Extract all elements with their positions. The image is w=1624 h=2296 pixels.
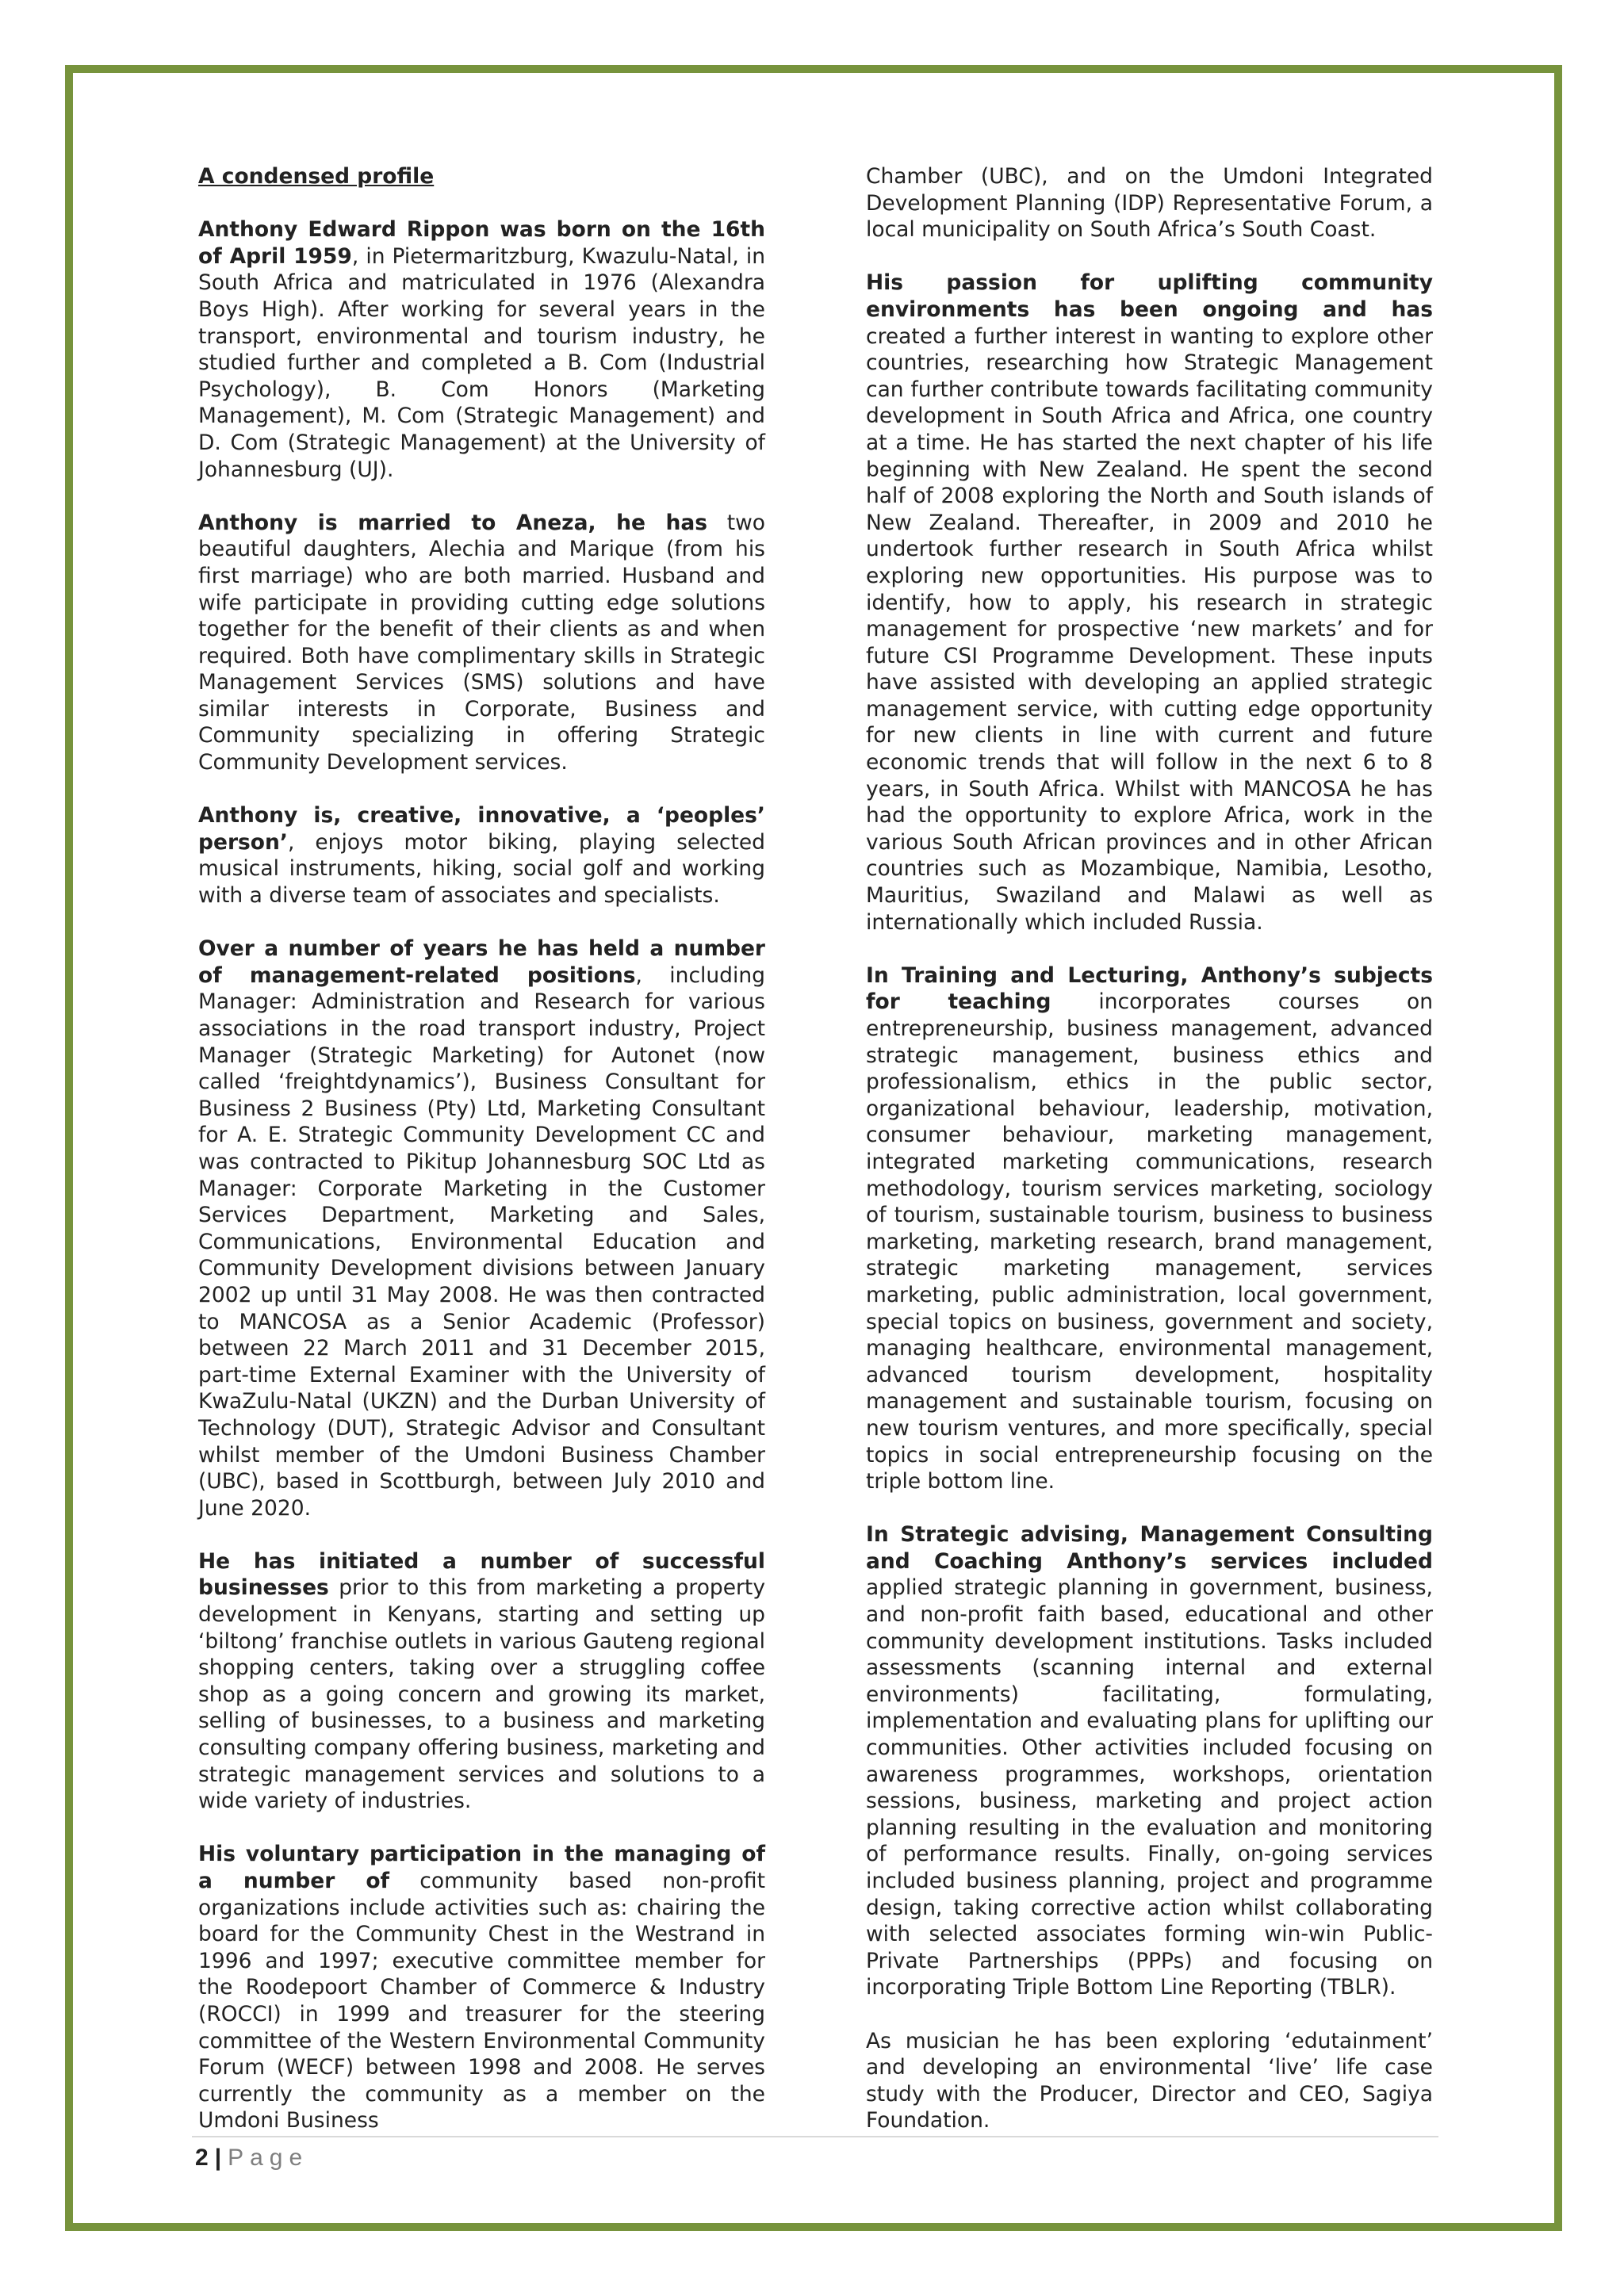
page-label: Page <box>228 2145 309 2171</box>
paragraph-body: community based non-profit organizations include activities such as: chairing the board for the Community Chest in the Westrand in 1996 and 1997; executive committee member for the Roodepoort Chamber of Commerce & Industry (ROCCI) in 1999 and treasurer for the steering committee of the Western Environmental Community Forum (WECF) between 1998 and 2008. He serves currently the community as a member on the Umdoni Business <box>198 1869 765 2133</box>
paragraph-body: incorporates courses on entrepreneurship, business management, advanced strategic management, business ethics and professionalism, ethics in the public sector, organizational behaviour, leadership, motivation, consumer behaviour, marketing management, integrated marketing communications, research methodology, tourism services marketing, sociology of tourism, sustainable tourism, business to business marketing, marketing research, brand management, strategic marketing management, services marketing, public administration, local government, special topics on business, government and society, managing healthcare, environmental management, advanced tourism development, hospitality management and sustainable tourism, focusing on new tourism ventures, and more specifically, special topics in social entrepreneurship focusing on the triple bottom line. <box>866 989 1433 1494</box>
paragraph-lead: He has initiated a number of successful businesses <box>198 1548 765 1601</box>
paragraph-businesses <box>198 1548 765 1815</box>
paragraph-body: two beautiful daughters, Alechia and Marique (from his first marriage) who are both married. Husband and wife participate in providing cutting edge solutions together for the benefit of their clients as and when required. Both have complimentary skills in Strategic Management Services (SMS) solutions and have similar interests in Corporate, Business and Community specializing in offering Strategic Community Development services. <box>198 510 766 775</box>
section-heading: A condensed profile <box>198 164 435 189</box>
paragraph-family <box>198 510 765 776</box>
paragraph-body: , in Pietermaritzburg, Kwazulu-Natal, in South Africa and matriculated in 1976 (Alexandra Boys High). After working for several years in the transport, environmental and tourism industry, he studied further and completed a B. Com (Industrial Psychology), B. Com Honors (Marketing Management), M. Com (Strategic Management) and D. Com (Strategic Management) at the University of Johannesburg (UJ). <box>198 243 766 482</box>
paragraph-musician <box>866 2028 1433 2134</box>
paragraph-body: , including Manager: Administration and Research for various associations in the road transport industry, Project Manager (Strategic Marketing) for Autonet (now called ‘freightdynamics’), Business Consultant for Business 2 Business (Pty) Ltd, Marketing Consultant for A. E. Strategic Community Development CC and was contracted to Pikitup Johannesburg SOC Ltd as Manager: Corporate Marketing in the Customer Services Department, Marketing and Sales, Communications, Environmental Education and Community Development divisions between January 2002 up until 31 May 2008. He was then contracted to MANCOSA as a Senior Academic (Professor) between 22 March 2011 and 31 December 2015, part-time External Examiner with the University of KwaZulu-Natal (UKZN) and the Durban University of Technology (DUT), Strategic Advisor and Consultant whilst member of the Umdoni Business Chamber (UBC), based in Scottburgh, between July 2010 and June 2020. <box>198 962 765 1521</box>
paragraph-body: , enjoys motor biking, playing selected musical instruments, hiking, social golf and working with a diverse team of associates and specialists. <box>198 829 765 909</box>
paragraph-lead: His passion for uplifting community environments has been ongoing and has <box>866 270 1433 322</box>
paragraph-lead: Anthony Edward Rippon was born on the 16th of April 1959 <box>198 217 765 269</box>
paragraph-lead: Over a number of years he has held a number of management-related positions <box>198 936 765 988</box>
paragraph-lead: His voluntary participation in the managing of a number of <box>198 1842 765 1893</box>
page-footer <box>195 2144 308 2172</box>
paragraph-consulting <box>866 1521 1433 2001</box>
paragraph-teaching <box>866 962 1433 1495</box>
paragraph-personality <box>198 802 765 909</box>
paragraph-body: As musician he has been exploring ‘edutainment’ and developing an environmental ‘live’ life case study with the Producer, Director and CEO, Sagiya Foundation. <box>866 2028 1433 2133</box>
paragraph-body: applied strategic planning in government, business, and non-profit faith based, educational and other community development institutions. Tasks included assessments (scanning internal and external environments) facilitating, formulating, implementation and evaluating plans for uplifting our communities. Other activities included focusing on awareness programmes, workshops, orientation sessions, business, marketing and project action planning resulting in the evaluation and monitoring of performance results. Finally, on-going services included business planning, project and programme design, taking corrective action whilst collaborating with selected associates forming win-win Public-Private Partnerships (PPPs) and focusing on incorporating Triple Bottom Line Reporting (TBLR). <box>866 1575 1433 2000</box>
paragraph-continuation <box>866 163 1433 243</box>
footer-divider <box>192 2136 1438 2137</box>
paragraph-lead: Anthony is, creative, innovative, a ‘peoples’ person’ <box>198 803 765 855</box>
footer-separator: | <box>214 2145 222 2171</box>
right-column <box>866 163 1433 2161</box>
paragraph-passion <box>866 270 1433 936</box>
paragraph-voluntary <box>198 1841 765 2134</box>
paragraph-lead: Anthony is married to Aneza, he has <box>198 510 707 535</box>
page-number: 2 <box>195 2145 209 2171</box>
paragraph-body: created a further interest in wanting to explore other countries, researching how Strategic Management can further contribute towards facilitating community development in South Africa and Africa, one country at a time. He has started the next chapter of his life beginning with New Zealand. He spent the second half of 2008 exploring the North and South islands of New Zealand. Thereafter, in 2009 and 2010 he undertook further research in South Africa whilst exploring new opportunities. His purpose was to identify, how to apply, his research in strategic management for prospective ‘new markets’ and for future CSI Programme Development. These inputs have assisted with developing an applied strategic management service, with cutting edge opportunity for new clients in line with current and future economic trends that will follow in the next 6 to 8 years, in South Africa. Whilst with MANCOSA he has had the opportunity to explore Africa, work in the various South African provinces and in other African countries such as Mozambique, Namibia, Lesotho, Mauritius, Swaziland and Malawi as well as internationally which included Russia. <box>866 323 1433 935</box>
paragraph-birth <box>198 216 765 483</box>
left-column <box>198 163 765 2161</box>
paragraph-body: prior to this from marketing a property development in Kenyans, starting and setting up ‘biltong’ franchise outlets in various Gauteng regional shopping centers, taking over a struggling coffee shop as a going concern and growing its market, selling of businesses, to a business and marketing consulting company offering business, marketing and strategic management services and solutions to a wide variety of industries. <box>198 1575 765 1814</box>
paragraph-body: Chamber (UBC), and on the Umdoni Integrated Development Planning (IDP) Representative Forum, a local municipality on South Africa’s South Coast. <box>866 164 1433 243</box>
paragraph-lead: In Strategic advising, Management Consulting and Coaching Anthony’s services included <box>866 1522 1433 1574</box>
paragraph-lead: In Training and Lecturing, Anthony’s subjects for teaching <box>866 962 1433 1015</box>
paragraph-positions <box>198 936 765 1521</box>
